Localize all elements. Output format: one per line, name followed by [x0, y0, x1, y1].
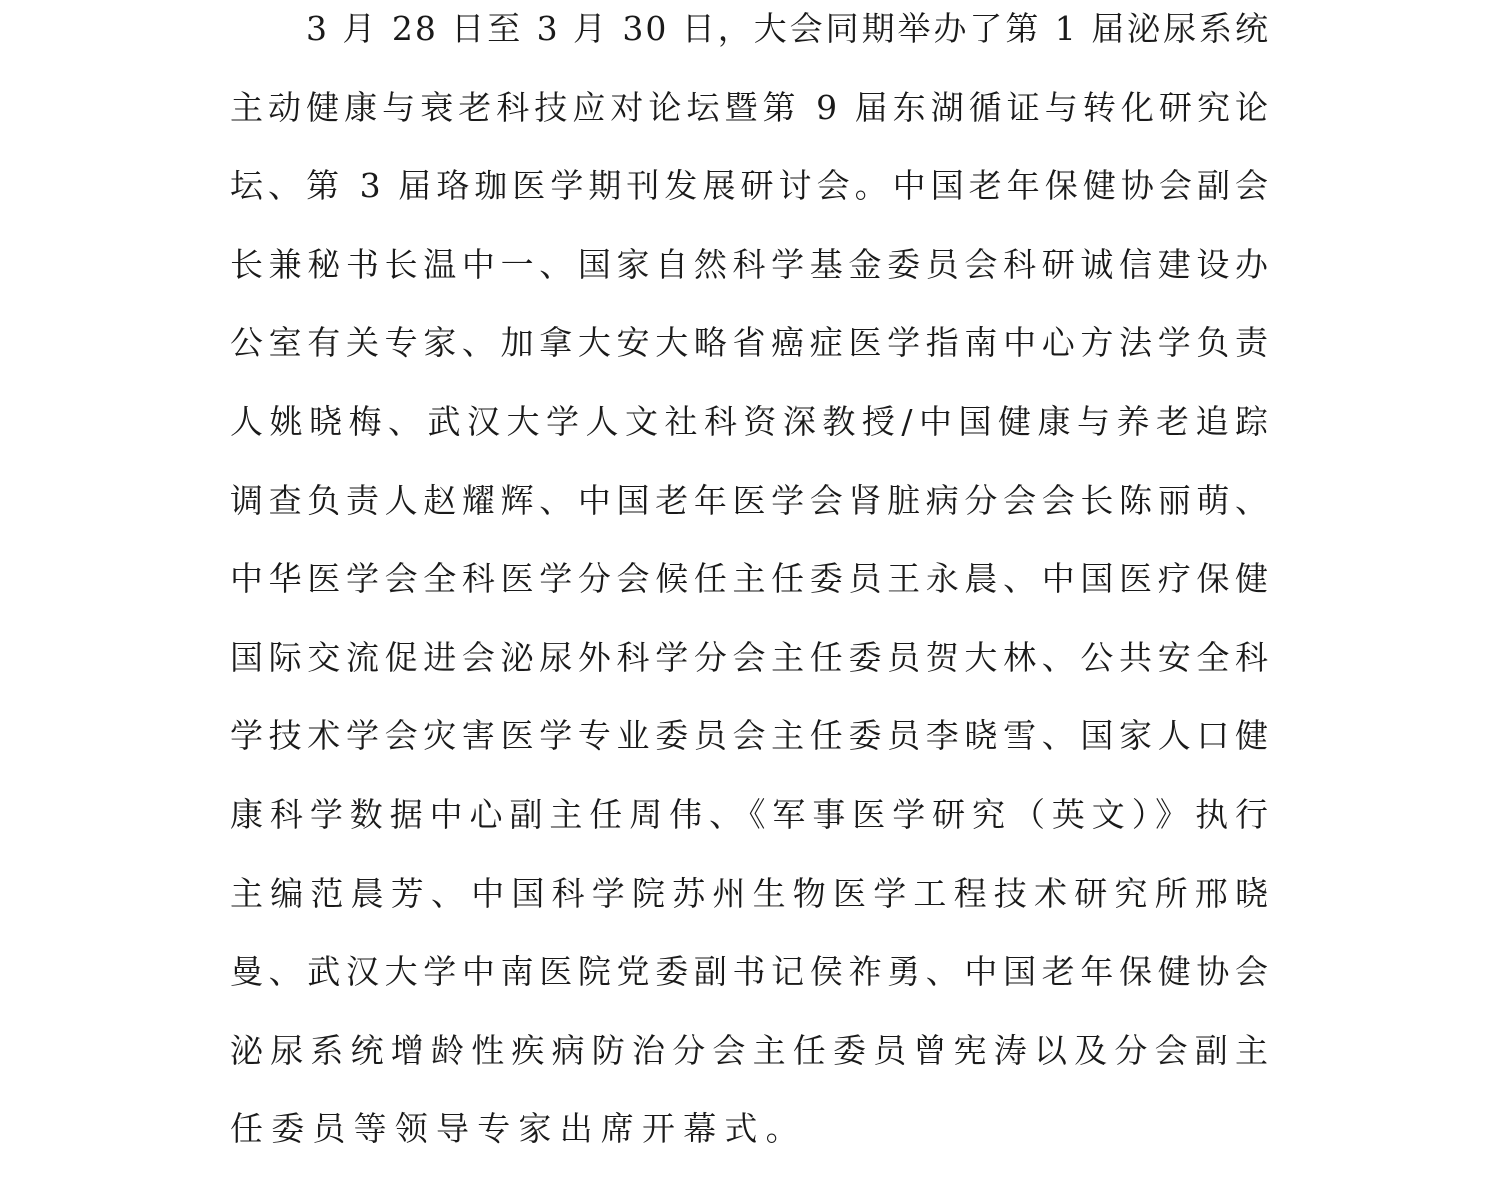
- news-paragraph: [230, 0, 1270, 1179]
- paragraph-line: 主动健康与衰老科技应对论坛暨第 9 届东湖循证与转化研究论: [230, 87, 1270, 127]
- paragraph-line: 3 月 28 日至 3 月 30 日，大会同期举办了第 1 届泌尿系统: [306, 9, 1270, 48]
- paragraph-line: 中华医学会全科医学分会候任主任委员王永晨、中国医疗保健: [230, 559, 1270, 599]
- paragraph-line: 公室有关专家、加拿大安大略省癌症医学指南中心方法学负责: [230, 323, 1270, 363]
- paragraph-line: 长兼秘书长温中一、国家自然科学基金委员会科研诚信建设办: [230, 244, 1270, 284]
- paragraph-line: 任委员等领导专家出席开幕式。: [230, 1109, 807, 1149]
- paragraph-line: 调查负责人赵耀辉、中国老年医学会肾脏病分会会长陈丽萌、: [230, 480, 1270, 520]
- paragraph-line: 泌尿系统增龄性疾病防治分会主任委员曾宪涛以及分会副主: [230, 1030, 1270, 1070]
- paragraph-line: 曼、武汉大学中南医院党委副书记侯祚勇、中国老年保健协会: [230, 952, 1270, 992]
- paragraph-line: 国际交流促进会泌尿外科学分会主任委员贺大林、公共安全科: [230, 637, 1270, 677]
- paragraph-line: 康科学数据中心副主任周伟、《军事医学研究（英文）》执行: [230, 794, 1270, 834]
- paragraph-line: 人姚晓梅、武汉大学人文社科资深教授/中国健康与养老追踪: [230, 401, 1270, 441]
- paragraph-line: 主编范晨芳、中国科学院苏州生物医学工程技术研究所邢晓: [230, 873, 1270, 913]
- paragraph-line: 学技术学会灾害医学专业委员会主任委员李晓雪、国家人口健: [230, 716, 1270, 756]
- paragraph-line: 坛、第 3 届珞珈医学期刊发展研讨会。中国老年保健协会副会: [230, 166, 1270, 206]
